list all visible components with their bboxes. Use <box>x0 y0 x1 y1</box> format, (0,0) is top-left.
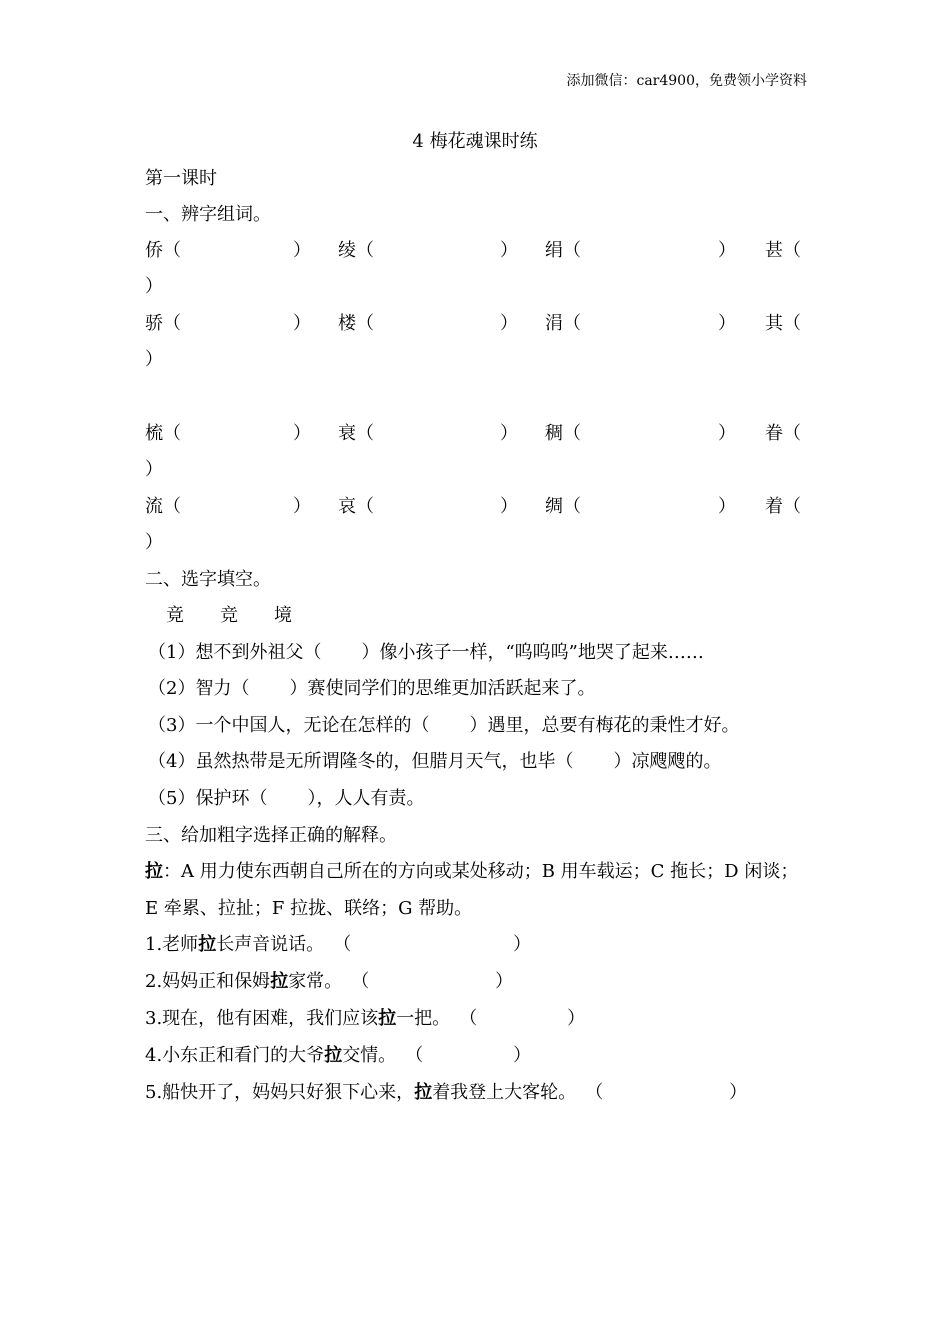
fill-item <box>148 711 739 737</box>
meaning-item <box>145 967 513 993</box>
open-paren: （ <box>563 496 581 517</box>
close-paren-wrapped: ） <box>145 349 163 370</box>
close-paren: ） <box>293 496 311 517</box>
fill-item-suffix: ）遇里，总要有梅花的秉性才好。 <box>469 715 740 736</box>
close-paren: ） <box>293 240 311 261</box>
open-paren: （ <box>783 240 801 261</box>
answer-paren[interactable]: （ ） <box>360 971 514 992</box>
fill-item-prefix: （1）想不到外祖父（ <box>148 642 322 663</box>
close-paren: ） <box>718 313 736 334</box>
char-label: 衰 <box>338 423 356 444</box>
char-label: 绢 <box>545 240 563 261</box>
definition-word: 拉 <box>145 861 163 882</box>
open-paren: （ <box>356 496 374 517</box>
char-label: 绸 <box>545 496 563 517</box>
bold-word: 拉 <box>270 971 289 992</box>
definition-line-2: E 牵累、拉扯；F 拉拢、联络；G 帮助。 <box>145 898 473 919</box>
meaning-item <box>145 1078 747 1104</box>
char-label: 眷 <box>765 423 783 444</box>
answer-paren[interactable]: （ ） <box>594 1082 748 1103</box>
open-paren: （ <box>563 240 581 261</box>
open-paren: （ <box>356 313 374 334</box>
open-paren: （ <box>163 313 181 334</box>
char-item <box>145 236 181 262</box>
char-label: 楼 <box>338 313 356 334</box>
char-label: 甚 <box>765 240 783 261</box>
open-paren: （ <box>563 313 581 334</box>
page-title: 4 梅花魂课时练 <box>412 131 538 152</box>
open-paren: （ <box>563 423 581 444</box>
char-label: 梳 <box>145 423 163 444</box>
close-paren: ） <box>293 313 311 334</box>
char-label: 其 <box>765 313 783 334</box>
bold-word: 拉 <box>378 1008 397 1029</box>
open-paren: （ <box>163 496 181 517</box>
open-paren: （ <box>783 313 801 334</box>
header-note: 添加微信：car4900，免费领小学资料 <box>566 73 807 89</box>
fill-item <box>148 674 595 700</box>
meaning-text: 3.现在，他有困难，我们应该 <box>145 1008 379 1029</box>
definition-text-1: ：A 用力使东西朝自己所在的方向或某处移动；B 用车载运；C 拖长；D 闲谈； <box>163 861 799 882</box>
char-item <box>145 492 181 518</box>
close-paren-wrapped: ） <box>145 459 163 480</box>
section2-choices: 竟 竞 境 <box>166 605 292 626</box>
meaning-text: 5.船快开了，妈妈只好狠下心来， <box>145 1082 415 1103</box>
close-paren: ） <box>500 240 518 261</box>
meaning-item <box>145 930 531 956</box>
char-item <box>765 492 801 518</box>
lesson-label: 第一课时 <box>145 168 217 189</box>
fill-item-prefix: （4）虽然热带是无所谓隆冬的，但腊月天气，也毕（ <box>148 751 574 772</box>
meaning-text: 一把。 <box>396 1008 451 1029</box>
fill-item-prefix: （5）保护环（ <box>148 788 268 809</box>
meaning-text: 4.小东正和看门的大爷 <box>145 1045 325 1066</box>
meaning-text: 长声音说话。 <box>216 934 325 955</box>
char-item <box>545 419 581 445</box>
char-label: 骄 <box>145 313 163 334</box>
char-label: 哀 <box>338 496 356 517</box>
meaning-item <box>145 1004 585 1030</box>
section1-heading: 一、辨字组词。 <box>145 204 271 225</box>
close-paren: ） <box>500 313 518 334</box>
fill-item <box>148 784 424 810</box>
open-paren: （ <box>783 423 801 444</box>
char-item <box>545 309 581 335</box>
char-label: 流 <box>145 496 163 517</box>
open-paren: （ <box>783 496 801 517</box>
meaning-item <box>145 1041 531 1067</box>
char-item <box>545 492 581 518</box>
answer-paren[interactable]: （ ） <box>468 1008 586 1029</box>
section2-heading: 二、选字填空。 <box>145 569 271 590</box>
char-label: 涓 <box>545 313 563 334</box>
close-paren-wrapped: ） <box>145 276 163 297</box>
char-item <box>338 309 374 335</box>
answer-paren[interactable]: （ ） <box>342 934 532 955</box>
char-item <box>338 419 374 445</box>
fill-item-suffix: ）凉飕飕的。 <box>613 751 722 772</box>
bold-word: 拉 <box>324 1045 343 1066</box>
char-item <box>145 309 181 335</box>
open-paren: （ <box>163 240 181 261</box>
char-label: 稠 <box>545 423 563 444</box>
bold-word: 拉 <box>198 934 217 955</box>
fill-item-suffix: ），人人有责。 <box>307 788 425 809</box>
char-item <box>545 236 581 262</box>
open-paren: （ <box>356 240 374 261</box>
fill-item-prefix: （3）一个中国人，无论在怎样的（ <box>148 715 430 736</box>
answer-paren[interactable]: （ ） <box>414 1045 532 1066</box>
close-paren: ） <box>718 423 736 444</box>
close-paren: ） <box>500 423 518 444</box>
meaning-text: 1.老师 <box>145 934 199 955</box>
open-paren: （ <box>356 423 374 444</box>
char-item <box>145 419 181 445</box>
char-label: 着 <box>765 496 783 517</box>
fill-item <box>148 638 704 664</box>
fill-item-prefix: （2）智力（ <box>148 678 250 699</box>
close-paren: ） <box>500 496 518 517</box>
char-item <box>765 419 801 445</box>
char-item <box>765 236 801 262</box>
section3-heading: 三、给加粗字选择正确的解释。 <box>145 825 397 846</box>
close-paren: ） <box>718 240 736 261</box>
fill-item-suffix: ）赛使同学们的思维更加活跃起来了。 <box>289 678 596 699</box>
close-paren: ） <box>293 423 311 444</box>
meaning-text: 着我登上大客轮。 <box>432 1082 577 1103</box>
char-item <box>338 236 374 262</box>
meaning-text: 交情。 <box>342 1045 397 1066</box>
meaning-text: 家常。 <box>288 971 343 992</box>
close-paren-wrapped: ） <box>145 532 163 553</box>
bold-word: 拉 <box>414 1082 433 1103</box>
definition-line-1 <box>145 857 798 883</box>
close-paren: ） <box>718 496 736 517</box>
fill-item <box>148 747 721 773</box>
open-paren: （ <box>163 423 181 444</box>
char-item <box>338 492 374 518</box>
char-item <box>765 309 801 335</box>
fill-item-suffix: ）像小孩子一样，“呜呜呜”地哭了起来…… <box>361 642 704 663</box>
meaning-text: 2.妈妈正和保姆 <box>145 971 271 992</box>
char-label: 绫 <box>338 240 356 261</box>
char-label: 侨 <box>145 240 163 261</box>
